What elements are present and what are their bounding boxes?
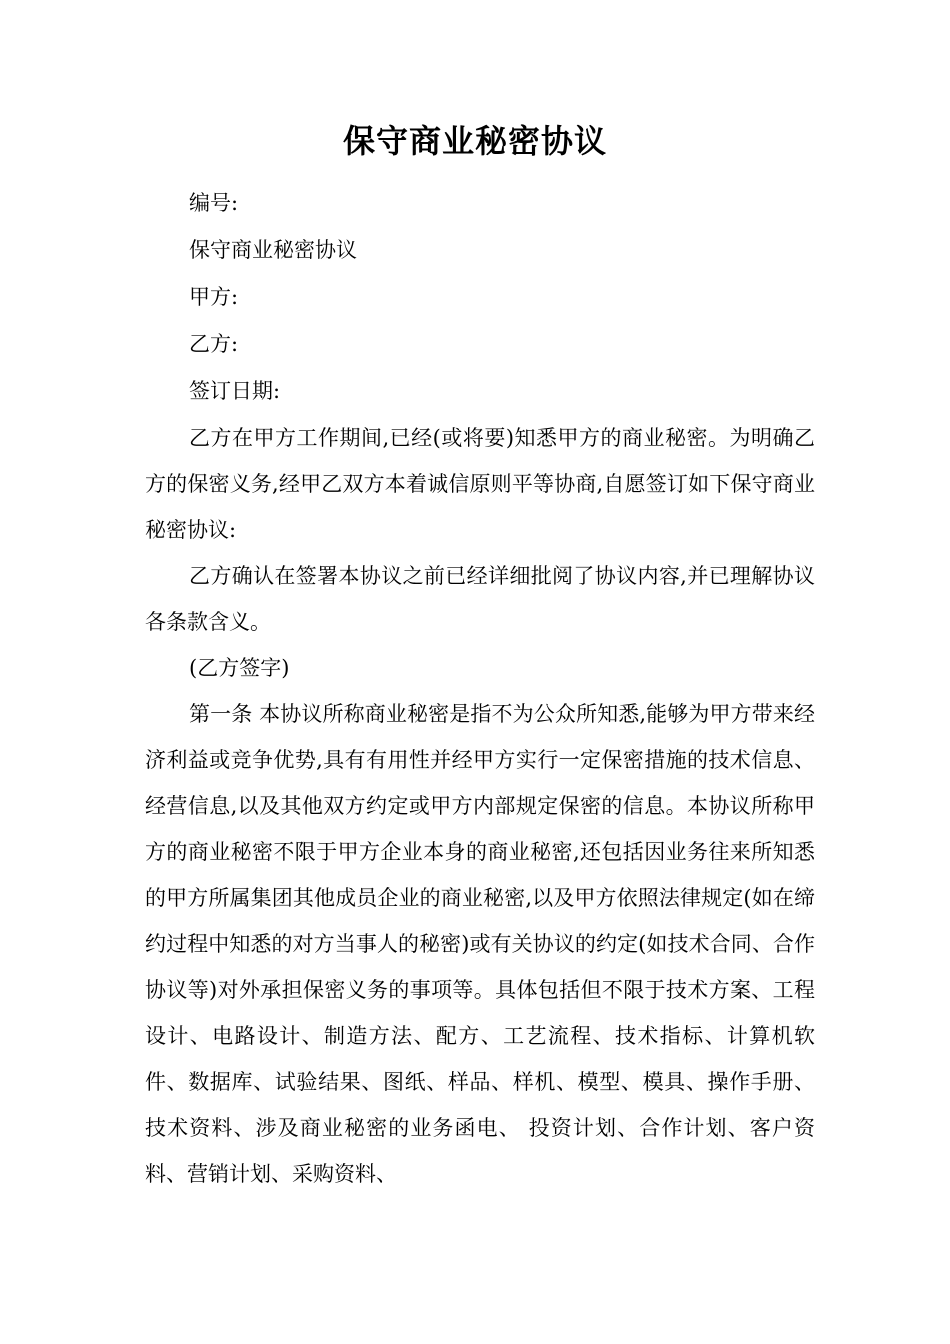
number-label: 编号: xyxy=(189,191,239,215)
document-title: 保守商业秘密协议 xyxy=(342,122,607,160)
party-b-label: 乙方: xyxy=(189,332,239,356)
sign-date-label: 签订日期: xyxy=(189,379,281,403)
paragraph-signature: (乙方签字) xyxy=(189,656,290,680)
paragraph-preamble: 乙方在甲方工作期间,已经(或将要)知悉甲方的商业秘密。为明确乙方的保密义务,经甲乙双方本着诚信原则平等协商,自愿签订如下保守商业秘密协议: xyxy=(145,426,815,542)
document-body xyxy=(145,180,815,1197)
paragraph-confirmation: 乙方确认在签署本协议之前已经详细批阅了协议内容,并已理解协议各条款含义。 xyxy=(145,564,815,634)
paragraph-article-1: 第一条 本协议所称商业秘密是指不为公众所知悉,能够为甲方带来经济利益或竞争优势,具有有用性并经甲方实行一定保密措施的技术信息、经营信息,以及其他双方约定或甲方内部规定保密的信息。本协议所称甲方的商业秘密不限于甲方企业本身的商业秘密,还包括因业务往来所知悉的甲方所属集团其他成员企业的商业秘密,以及甲方依照法律规定(如在缔约过程中知悉的对方当事人的秘密)或有关协议的约定(如技术合同、合作协议等)对外承担保密义务的事项等。具体包括但不限于技术方案、工程设计、电路设计、制造方法、配方、工艺流程、技术指标、计算机软件、数据库、试验结果、图纸、样品、样机、模型、模具、操作手册、技术资料、涉及商业秘密的业务函电、 投资计划、合作计划、客户资料、营销计划、采购资料、 xyxy=(145,702,815,1186)
subtitle: 保守商业秘密协议 xyxy=(189,238,357,262)
party-a-label: 甲方: xyxy=(189,285,239,309)
